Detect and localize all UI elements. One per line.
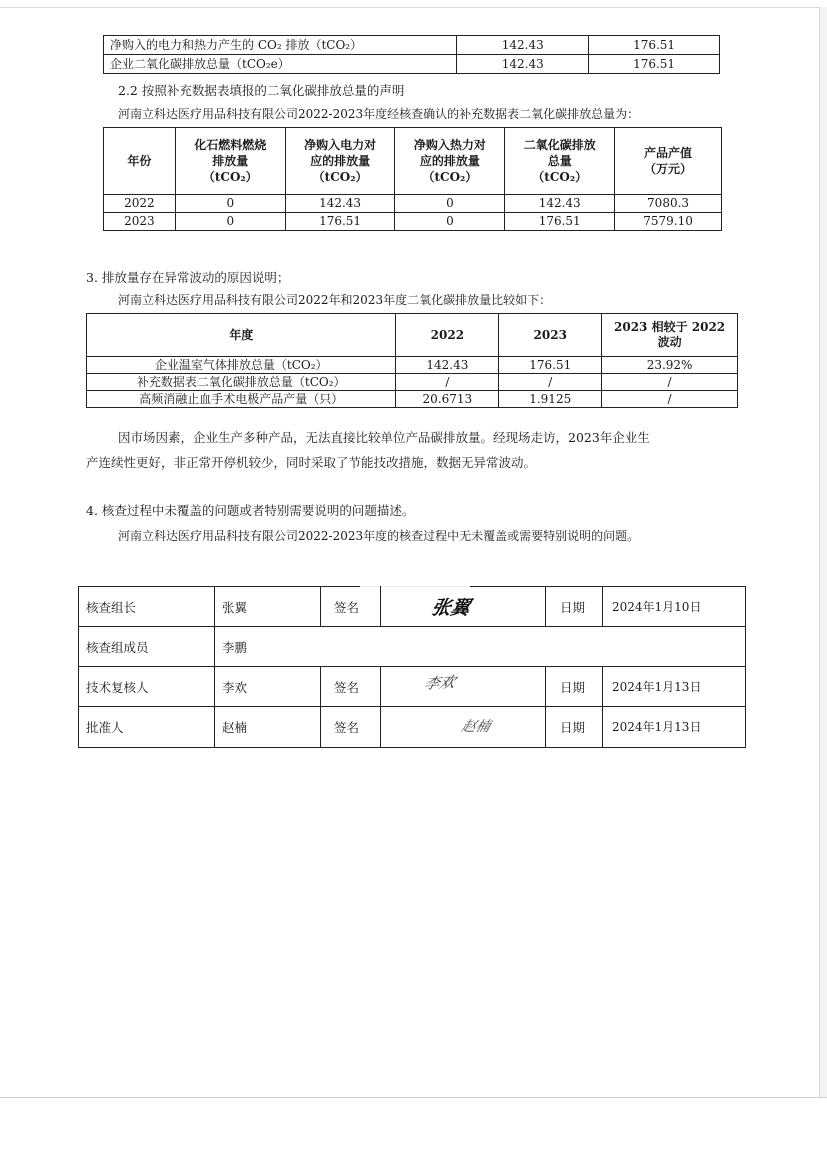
page-top-border	[0, 7, 827, 8]
date-lead-verifier: 2024年1月10日	[612, 600, 702, 614]
divider	[78, 706, 745, 707]
redaction-patch	[360, 576, 470, 592]
row-label: 净购入的电力和热力产生的 CO₂ 排放（tCO₂）	[104, 36, 457, 55]
cell: 176.51	[285, 213, 395, 231]
cell: /	[499, 374, 602, 391]
cell: /	[602, 374, 738, 391]
divider	[602, 666, 603, 747]
col-header-output: 产品产值 （万元）	[615, 128, 722, 195]
cell: 1.9125	[499, 391, 602, 408]
table-row	[87, 391, 738, 408]
divider	[545, 586, 546, 626]
table-header-row	[104, 128, 722, 195]
table-row	[104, 195, 722, 213]
cell: 0	[175, 195, 285, 213]
cell: 142.43	[285, 195, 395, 213]
col-header-year: 年份	[104, 128, 176, 195]
value-2022: 142.43	[457, 55, 589, 74]
scrollbar-track[interactable]	[820, 7, 827, 1098]
emissions-summary-table	[103, 35, 720, 74]
sign-label: 签名	[334, 600, 360, 615]
section-3-explanation-line2: 产连续性更好，非正常开停机较少，同时采取了节能技改措施，数据无异常波动。	[86, 455, 537, 470]
cell: 142.43	[396, 357, 499, 374]
cell: 142.43	[505, 195, 615, 213]
handwritten-signature: 赵楠	[459, 719, 493, 735]
role-technical-reviewer: 技术复核人	[86, 680, 149, 695]
divider	[78, 747, 745, 748]
name-lead-verifier: 张翼	[222, 600, 248, 615]
section-3-explanation-line1: 因市场因素，企业生产多种产品，无法直接比较单位产品碳排放量。经现场走访，2023年企业生	[118, 430, 650, 445]
table-row	[104, 36, 720, 55]
page-bottom-border	[0, 1097, 827, 1098]
cell: 20.6713	[396, 391, 499, 408]
divider	[380, 586, 381, 626]
cell: 23.92%	[602, 357, 738, 374]
cell: 176.51	[499, 357, 602, 374]
name-team-member: 李鹏	[222, 640, 248, 655]
divider	[320, 586, 321, 626]
divider	[78, 666, 745, 667]
divider	[320, 666, 321, 747]
date-label: 日期	[560, 720, 586, 735]
cell: 7579.10	[615, 213, 722, 231]
col-header-heat: 净购入热力对 应的排放量 （tCO₂）	[395, 128, 505, 195]
name-approver: 赵楠	[222, 720, 248, 735]
sign-label: 签名	[334, 720, 360, 735]
divider	[602, 586, 603, 626]
section-2-2-heading: 2.2 按照补充数据表填报的二氧化碳排放总量的声明	[118, 83, 405, 98]
divider	[545, 666, 546, 747]
value-2022: 142.43	[457, 36, 589, 55]
cell: 2022	[104, 195, 176, 213]
date-label: 日期	[560, 680, 586, 695]
value-2023: 176.51	[589, 36, 720, 55]
table-header-row	[87, 314, 738, 357]
col-header-2022: 2022	[396, 314, 499, 357]
table-row	[87, 374, 738, 391]
section-3-intro: 河南立科达医疗用品科技有限公司2022年和2023年度二氧化碳排放量比较如下：	[118, 293, 552, 307]
divider	[78, 626, 745, 627]
cell: 高频消融止血手术电极产品产量（只）	[87, 391, 396, 408]
handwritten-signature: 张翼	[429, 597, 473, 619]
cell: 补充数据表二氧化碳排放总量（tCO₂）	[87, 374, 396, 391]
sign-label: 签名	[334, 680, 360, 695]
col-header-change: 2023 相较于 2022 波动	[602, 314, 738, 357]
cell: /	[602, 391, 738, 408]
row-label: 企业二氧化碳排放总量（tCO₂e）	[104, 55, 457, 74]
cell: 2023	[104, 213, 176, 231]
col-header-fossil: 化石燃料燃烧 排放量 （tCO₂）	[175, 128, 285, 195]
table-row	[87, 357, 738, 374]
col-header-item: 年度	[87, 314, 396, 357]
name-technical-reviewer: 李欢	[222, 680, 248, 695]
date-technical-reviewer: 2024年1月13日	[612, 680, 702, 694]
table-row	[104, 213, 722, 231]
col-header-total: 二氧化碳排放 总量 （tCO₂）	[505, 128, 615, 195]
cell: 0	[175, 213, 285, 231]
emissions-comparison-table	[86, 313, 738, 408]
cell: 176.51	[505, 213, 615, 231]
cell: /	[396, 374, 499, 391]
role-approver: 批准人	[86, 720, 124, 735]
section-3-heading: 3. 排放量存在异常波动的原因说明；	[86, 270, 290, 285]
cell: 7080.3	[615, 195, 722, 213]
divider	[380, 666, 381, 747]
handwritten-signature: 李欢	[422, 672, 458, 694]
divider	[214, 586, 215, 747]
cell: 0	[395, 213, 505, 231]
value-2023: 176.51	[589, 55, 720, 74]
col-header-electricity: 净购入电力对 应的排放量 （tCO₂）	[285, 128, 395, 195]
role-team-member: 核查组成员	[86, 640, 149, 655]
section-4-heading: 4. 核查过程中未覆盖的问题或者特别需要说明的问题描述。	[86, 503, 415, 518]
date-label: 日期	[560, 600, 586, 615]
section-4-body: 河南立科达医疗用品科技有限公司2022-2023年度的核查过程中无未覆盖或需要特别说明的问题。	[118, 529, 640, 543]
cell: 企业温室气体排放总量（tCO₂）	[87, 357, 396, 374]
supplementary-data-table	[103, 127, 722, 231]
date-approver: 2024年1月13日	[612, 720, 702, 734]
table-row	[104, 55, 720, 74]
role-lead-verifier: 核查组长	[86, 600, 137, 615]
col-header-2023: 2023	[499, 314, 602, 357]
cell: 0	[395, 195, 505, 213]
section-2-2-intro: 河南立科达医疗用品科技有限公司2022-2023年度经核查确认的补充数据表二氧化碳排放总量为：	[118, 107, 640, 121]
